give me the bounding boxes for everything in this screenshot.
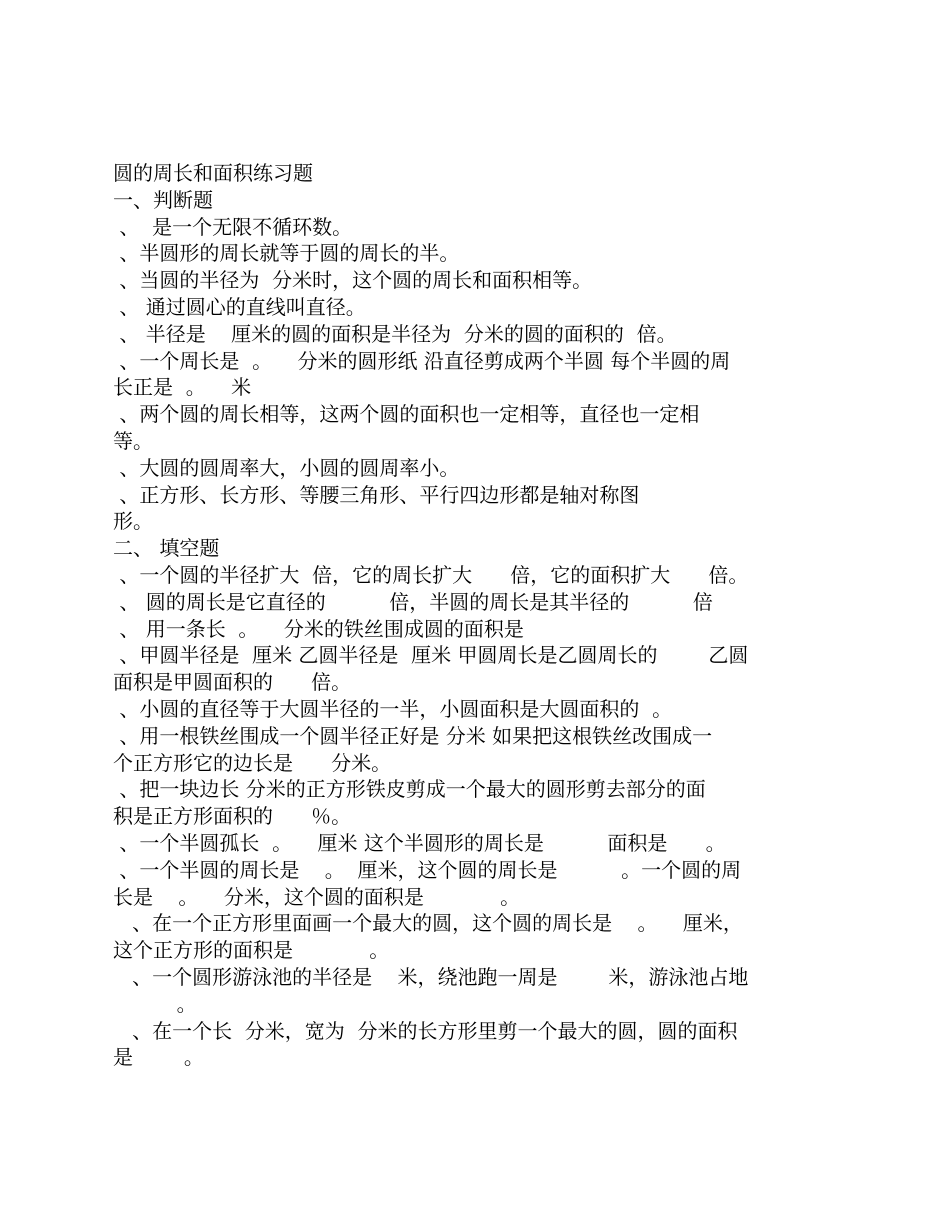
question-line: 、把一块边长 分米的正方形铁皮剪成一个最大的圆形剪去部分的面 [113,777,706,802]
question-line: 这个正方形的面积是 。 [113,938,390,963]
question-line: 、大圆的圆周率大，小圆的圆周率小。 [113,455,460,480]
question-line: 长正是 。 米 [113,375,252,400]
question-line: 个正方形它的边长是 分米。 [113,750,392,775]
question-line: 、一个圆形游泳池的半径是 米，绕池跑一周是 米，游泳池占地 [113,964,749,989]
section-heading: 二、 填空题 [113,536,220,561]
question-line: 、当圆的半径为 分米时，这个圆的周长和面积相等。 [113,268,593,293]
document-title: 圆的周长和面积练习题 [113,161,313,185]
question-line: 、小圆的直径等于大圆半径的一半，小圆面积是大圆面积的 。 [113,696,673,721]
section-fill-in [113,535,843,1071]
question-line: 、两个圆的周长相等，这两个圆的面积也一定相等，直径也一定相 [113,402,700,427]
question-line: 。 [113,991,197,1016]
question-line: 积是正方形面积的 ％。 [113,804,352,829]
question-line: 、在一个长 分米，宽为 分米的长方形里剪一个最大的圆，圆的面积 [113,1018,738,1043]
question-line: 是 。 [113,1045,204,1070]
question-line: 、 是一个无限不循环数。 [113,214,353,239]
question-line: 、一个周长是 。 分米的圆形纸 沿直径剪成两个半圆 每个半圆的周 [113,348,731,373]
question-line: 形。 [113,509,153,534]
question-line: 、正方形、长方形、等腰三角形、平行四边形都是轴对称图 [113,482,640,507]
question-line: 、 半径是 厘米的圆的面积是半径为 分米的圆的面积的 倍。 [113,321,677,346]
question-line: 、一个半圆孤长 。 厘米 这个半圆形的周长是 面积是 。 [113,830,726,855]
question-line: 、一个圆的半径扩大 倍，它的周长扩大 倍，它的面积扩大 倍。 [113,562,749,587]
section-heading: 一、判断题 [113,187,213,212]
question-line: 、用一根铁丝围成一个圆半径正好是 分米 如果把这根铁丝改围成一 [113,723,713,748]
question-line: 、一个半圆的周长是 。 厘米，这个圆的周长是 。一个圆的周 [113,857,742,882]
question-line: 、在一个正方形里面画一个最大的圆，这个圆的周长是 。 厘米， [113,911,743,936]
section-true-false [113,187,843,535]
question-line: 、 圆的周长是它直径的 倍，半圆的周长是其半径的 倍 [113,589,713,614]
question-line: 长是 。 分米，这个圆的面积是 。 [113,884,521,909]
question-line: 、甲圆半径是 厘米 乙圆半径是 厘米 甲圆周长是乙圆周长的 乙圆 [113,643,749,668]
question-line: 面积是甲圆面积的 倍。 [113,670,352,695]
question-line: 、 用一条长 。 分米的铁丝围成圆的面积是 [113,616,524,641]
question-line: 等。 [113,428,153,453]
question-line: 、半圆形的周长就等于圆的周长的半。 [113,241,460,266]
question-line: 、 通过圆心的直线叫直径。 [113,294,366,319]
worksheet-page [113,160,843,1071]
